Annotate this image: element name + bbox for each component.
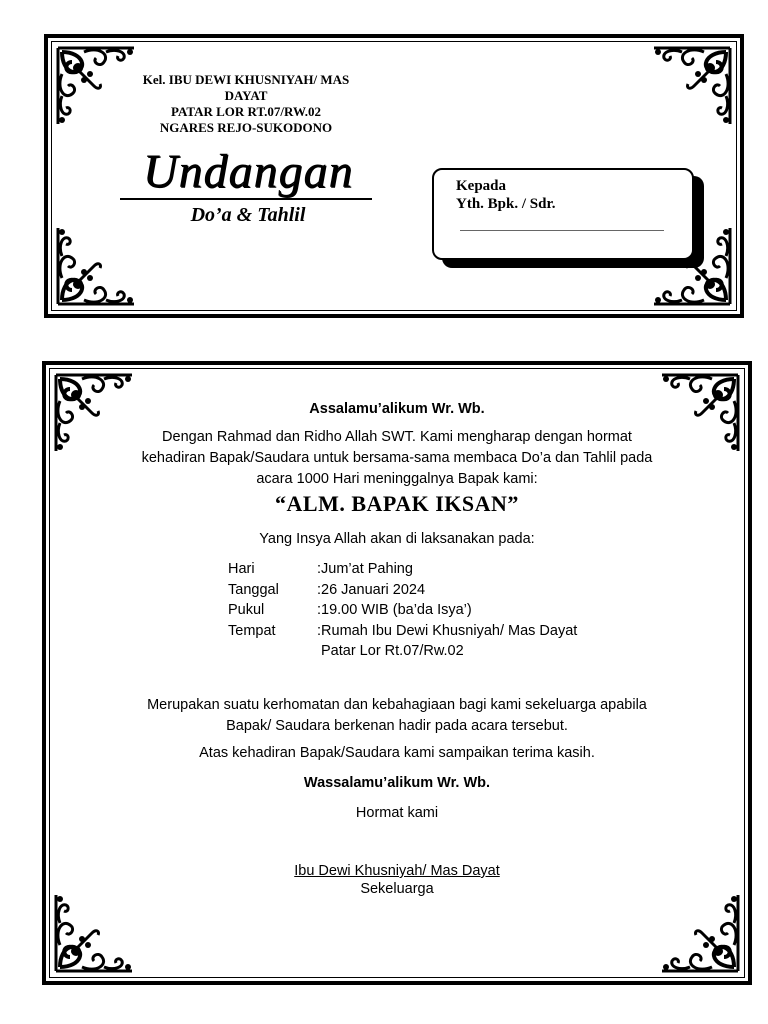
corner-ornament-icon xyxy=(656,889,742,975)
detail-label: Hari xyxy=(228,561,255,577)
detail-row xyxy=(228,621,577,642)
address-salutation: Yth. Bpk. / Sdr. xyxy=(456,196,556,212)
detail-row xyxy=(228,559,577,580)
corner-ornament-icon xyxy=(54,222,140,308)
sender-address xyxy=(116,72,376,136)
cover-card xyxy=(44,34,744,318)
deceased-name: “ALM. BAPAK IKSAN” xyxy=(275,491,519,516)
detail-row xyxy=(228,580,577,601)
detail-label: Pukul xyxy=(228,602,265,618)
signer-name-text: Ibu Dewi Khusniyah/ Mas Dayat xyxy=(294,863,500,879)
thanks-line: Atas kehadiran Bapak/Saudara kami sampaikan terima kasih. xyxy=(199,745,595,761)
sender-line: Kel. IBU DEWI KHUSNIYAH/ MAS xyxy=(142,72,350,87)
sender-line: DAYAT xyxy=(224,88,268,103)
title-underline xyxy=(120,198,372,200)
address-blank-line xyxy=(460,230,664,231)
invitation-title: Undangan xyxy=(142,145,354,198)
detail-value: :Rumah Ibu Dewi Khusniyah/ Mas Dayat xyxy=(317,622,578,639)
opening-greeting: Assalamu’alikum Wr. Wb. xyxy=(309,401,485,417)
schedule-intro: Yang Insya Allah akan di laksanakan pada: xyxy=(259,531,535,547)
opening-line: acara 1000 Hari meninggalnya Bapak kami: xyxy=(256,471,538,487)
corner-ornament-icon xyxy=(648,44,734,130)
sender-line: PATAR LOR RT.07/RW.02 xyxy=(170,104,322,119)
sender-line: NGARES REJO-SUKODONO xyxy=(159,120,333,135)
detail-value: :26 Januari 2024 xyxy=(317,581,426,598)
detail-label: Tempat xyxy=(228,622,276,639)
address-to-label: Kepada xyxy=(456,178,507,194)
event-details xyxy=(228,559,577,662)
closing-line: Merupakan suatu kerhomatan dan kebahagiaan bagi kami sekeluarga apabila xyxy=(147,697,647,713)
detail-value: :Jum’at Pahing xyxy=(317,561,413,577)
letter-card xyxy=(42,361,752,985)
corner-ornament-icon xyxy=(52,889,138,975)
opening-paragraph xyxy=(76,427,718,490)
closing-line: Bapak/ Saudara berkenan hadir pada acara tersebut. xyxy=(226,718,568,734)
invitation-subtitle: Do’a & Tahlil xyxy=(190,204,306,226)
detail-label: Tanggal xyxy=(228,581,279,598)
closing-greeting: Wassalamu’alikum Wr. Wb. xyxy=(303,775,491,791)
regards-line: Hormat kami xyxy=(355,805,439,821)
address-box xyxy=(432,168,694,260)
detail-value: :19.00 WIB (ba’da Isya’) xyxy=(317,602,472,618)
signer-family: Sekeluarga xyxy=(360,881,434,897)
closing-paragraph xyxy=(76,695,718,737)
detail-row xyxy=(228,600,577,621)
opening-line: kehadiran Bapak/Saudara untuk bersama-sama membaca Do’a dan Tahlil pada xyxy=(141,450,653,466)
opening-line: Dengan Rahmad dan Ridho Allah SWT. Kami mengharap dengan hormat xyxy=(162,429,632,445)
place-continuation: Patar Lor Rt.07/Rw.02 xyxy=(321,643,464,659)
